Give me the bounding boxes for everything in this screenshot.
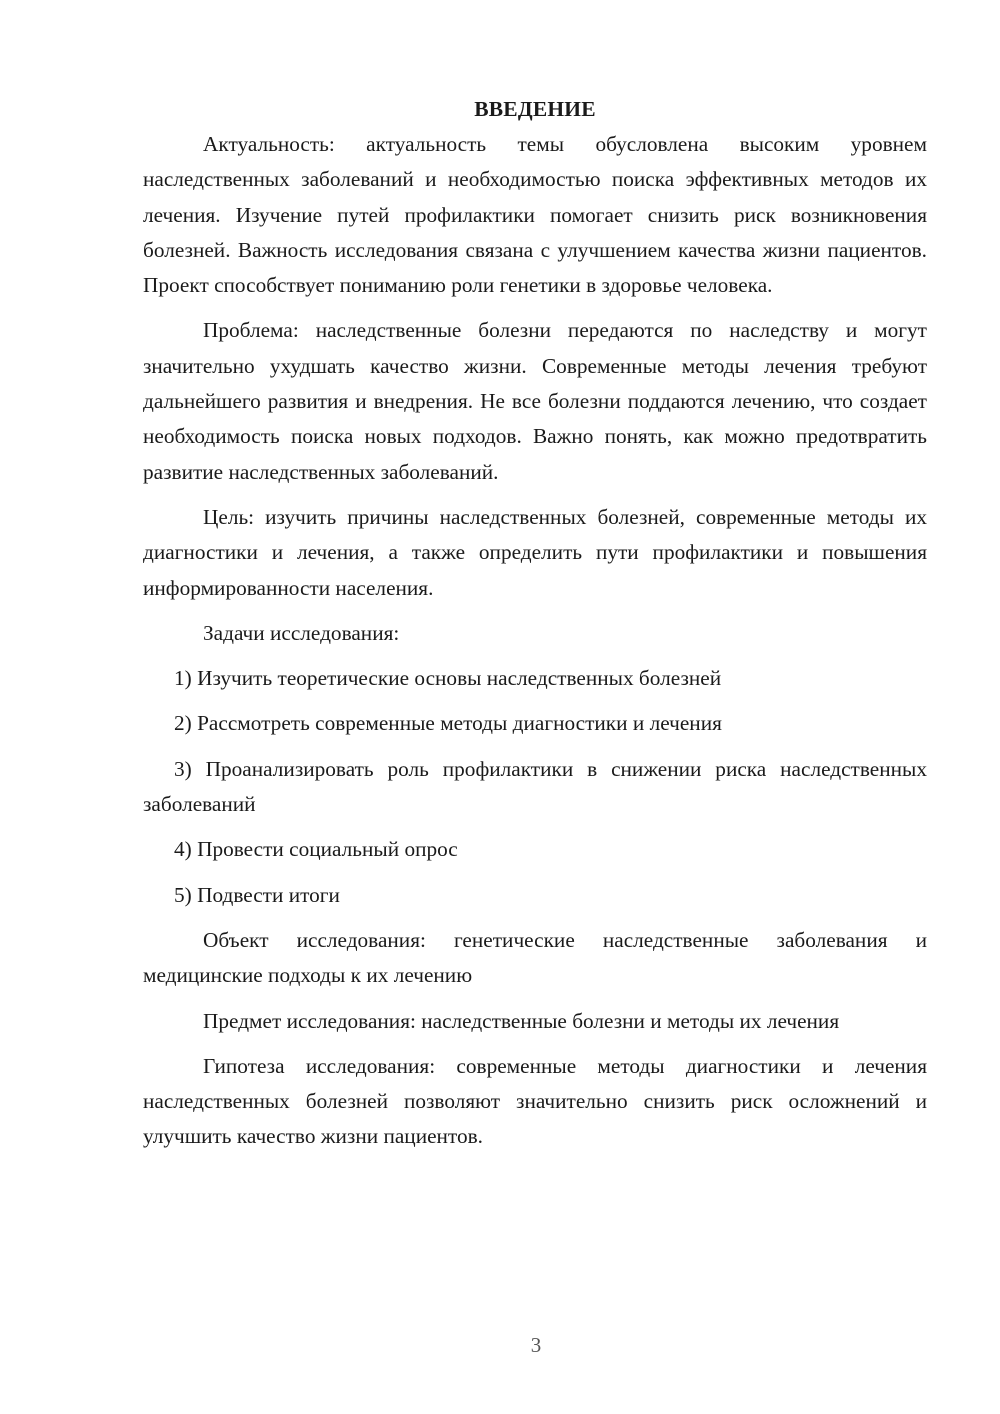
paragraph-goal: Цель: изучить причины наследственных болезней, современные методы их диагностики и лечения, а также определить пути профилактики и повышения информированности населения. [143,504,927,600]
task-item-3: 3) Проанализировать роль профилактики в снижении риска наследственных заболеваний [143,756,927,817]
paragraph-subject: Предмет исследования: наследственные болезни и методы их лечения [203,1008,840,1033]
paragraph-problem: Проблема: наследственные болезни передаются по наследству и могут значительно ухудшать качество жизни. Современные методы лечения требуют дальнейшего развития и внедрения. Не все болезни поддаются лечению, что создает необходимость поиска новых подходов. Важно понять, как можно предотвратить развитие наследственных заболеваний. [143,318,927,484]
task-item-2: 2) Рассмотреть современные методы диагностики и лечения [174,711,722,736]
document-page [143,92,927,1165]
paragraph-relevance: Актуальность: актуальность темы обусловлена высоким уровнем наследственных заболеваний и необходимостью поиска эффективных методов их лечения. Изучение путей профилактики помогает снизить риск возникновения болезней. Важность исследования связана с улучшением качества жизни пациентов. Проект способствует пониманию роли генетики в здоровье человека. [143,132,927,298]
tasks-label: Задачи исследования: [203,620,400,645]
section-heading: ВВЕДЕНИЕ [474,97,596,121]
task-item-5: 5) Подвести итоги [174,882,340,907]
paragraph-hypothesis: Гипотеза исследования: современные методы диагностики и лечения наследственных болезней позволяют значительно снизить риск осложнений и улучшить качество жизни пациентов. [143,1053,927,1149]
task-item-4: 4) Провести социальный опрос [174,837,458,862]
page-number: 3 [530,1333,542,1357]
paragraph-object: Объект исследования: генетические наследственные заболевания и медицинские подходы к их лечению [143,927,927,988]
task-item-1: 1) Изучить теоретические основы наследственных болезней [174,666,722,691]
